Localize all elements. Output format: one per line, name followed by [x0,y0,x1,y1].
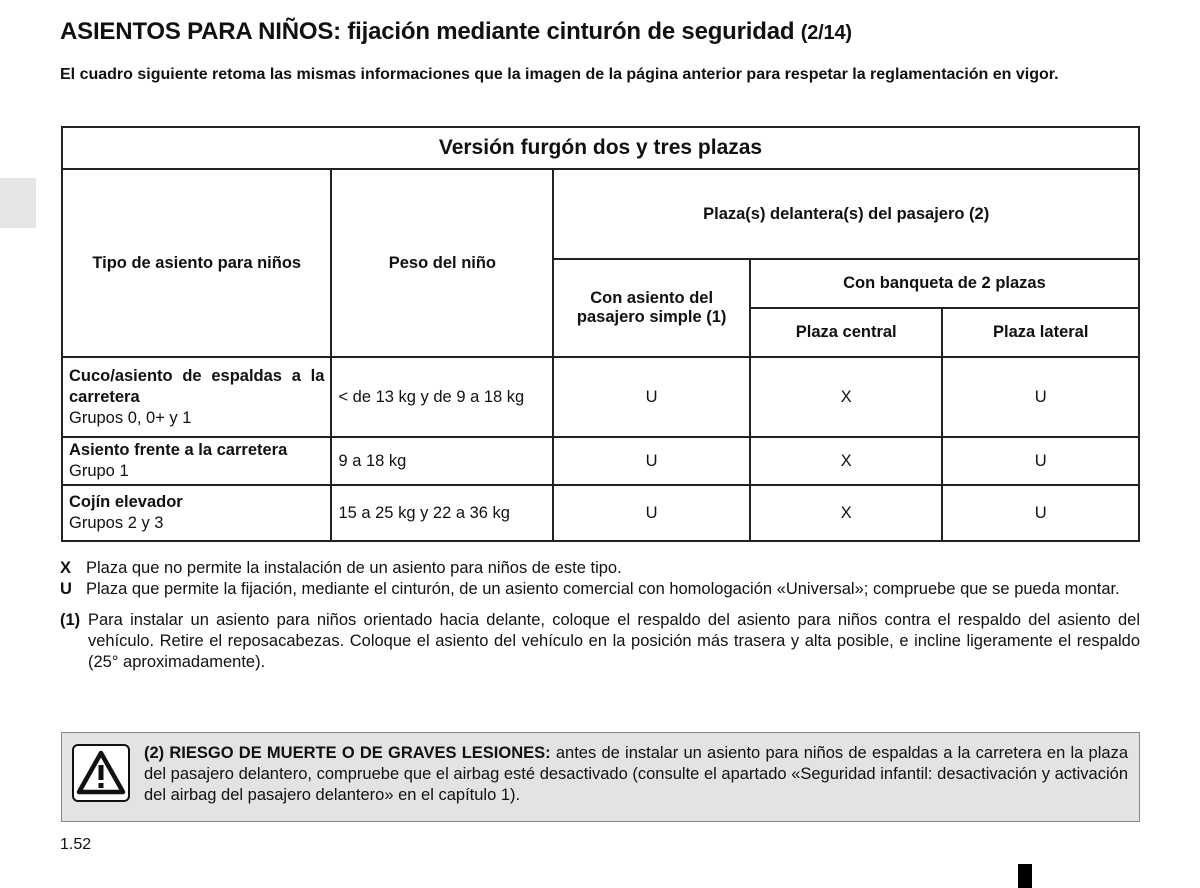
warning-text [144,743,1128,806]
note-x [60,558,1140,579]
table-title-row [62,127,1139,169]
seat-group: Grupos 2 y 3 [69,514,164,532]
warning-body: antes de instalar un asiento para niños de espaldas a la carretera en la plaza del pasajero delantero, compruebe que el airbag esté desactivado (consulte el apartado «Seguridad infantil: desactivación y activación del airbag del pasajero delantero» en el capítulo 1). [144,744,1129,804]
cell-weight: 15 a 25 kg y 22 a 36 kg [331,485,553,541]
cell-seat-type [62,357,331,437]
cell-single: U [553,485,750,541]
table-title: Versión furgón dos y tres plazas [62,127,1139,169]
cell-single: U [553,437,750,485]
cell-side: U [942,437,1139,485]
cell-side: U [942,485,1139,541]
header-side-seat: Plaza lateral [942,308,1139,357]
cell-center: X [750,437,943,485]
note-text: Plaza que permite la fijación, mediante el cinturón, de un asiento comercial con homologación «Universal»; compruebe que se pueda montar. [86,580,1120,598]
page-number: 1.52 [60,836,92,853]
page-title [60,18,852,46]
seat-group: Grupos 0, 0+ y 1 [69,408,192,427]
header-single-seat: Con asiento del pasajero simple (1) [553,259,750,357]
header-center-seat: Plaza central [750,308,943,357]
table-row [62,357,1139,437]
cell-seat-type [62,485,331,541]
seat-type-name: Cuco/asiento de espaldas a la carretera [69,366,325,406]
note-text: Para instalar un asiento para niños orientado hacia delante, coloque el respaldo del asiento para niños contra el respaldo del asiento del vehículo. Retire el reposacabezas. Coloque el asiento del vehículo en la posición más trasera y alta posible, e incline ligeramente el respaldo (25° aproximadamente). [88,611,1140,671]
page-edge-marker [1018,864,1032,888]
warning-title: (2) RIESGO DE MUERTE O DE GRAVES LESIONES: [144,744,551,762]
header-child-weight: Peso del niño [331,169,553,357]
note-key: (1) [60,611,81,629]
page-title-text: ASIENTOS PARA NIÑOS: fijación mediante cinturón de seguridad [60,18,795,45]
table-header-row [62,169,1139,259]
seat-group: Grupo 1 [69,462,129,480]
header-front-passenger: Plaza(s) delantera(s) del pasajero (2) [553,169,1139,259]
cell-center: X [750,357,943,437]
cell-single: U [553,357,750,437]
header-bench: Con banqueta de 2 plazas [750,259,1139,308]
note-1 [60,610,1140,673]
cell-weight: < de 13 kg y de 9 a 18 kg [331,357,553,437]
cell-weight: 9 a 18 kg [331,437,553,485]
child-seat-table [61,126,1140,542]
page-indicator: (2/14) [800,22,852,44]
cell-side: U [942,357,1139,437]
header-seat-type: Tipo de asiento para niños [62,169,331,357]
intro-paragraph: El cuadro siguiente retoma las mismas informaciones que la imagen de la página anterior para respetar la reglamentación en vigor. [60,66,1059,83]
seat-type-name: Cojín elevador [69,493,183,511]
seat-type-name: Asiento frente a la carretera [69,441,288,459]
table-row [62,485,1139,541]
note-u [60,579,1140,600]
warning-triangle-icon [72,744,130,802]
note-key: U [60,580,72,598]
note-key: X [60,559,72,577]
legend-notes [60,558,1140,673]
table-row [62,437,1139,485]
warning-box [61,732,1140,822]
cell-seat-type [62,437,331,485]
cell-center: X [750,485,943,541]
note-text: Plaza que no permite la instalación de un asiento para niños de este tipo. [86,559,622,577]
chapter-side-tab [0,178,36,228]
